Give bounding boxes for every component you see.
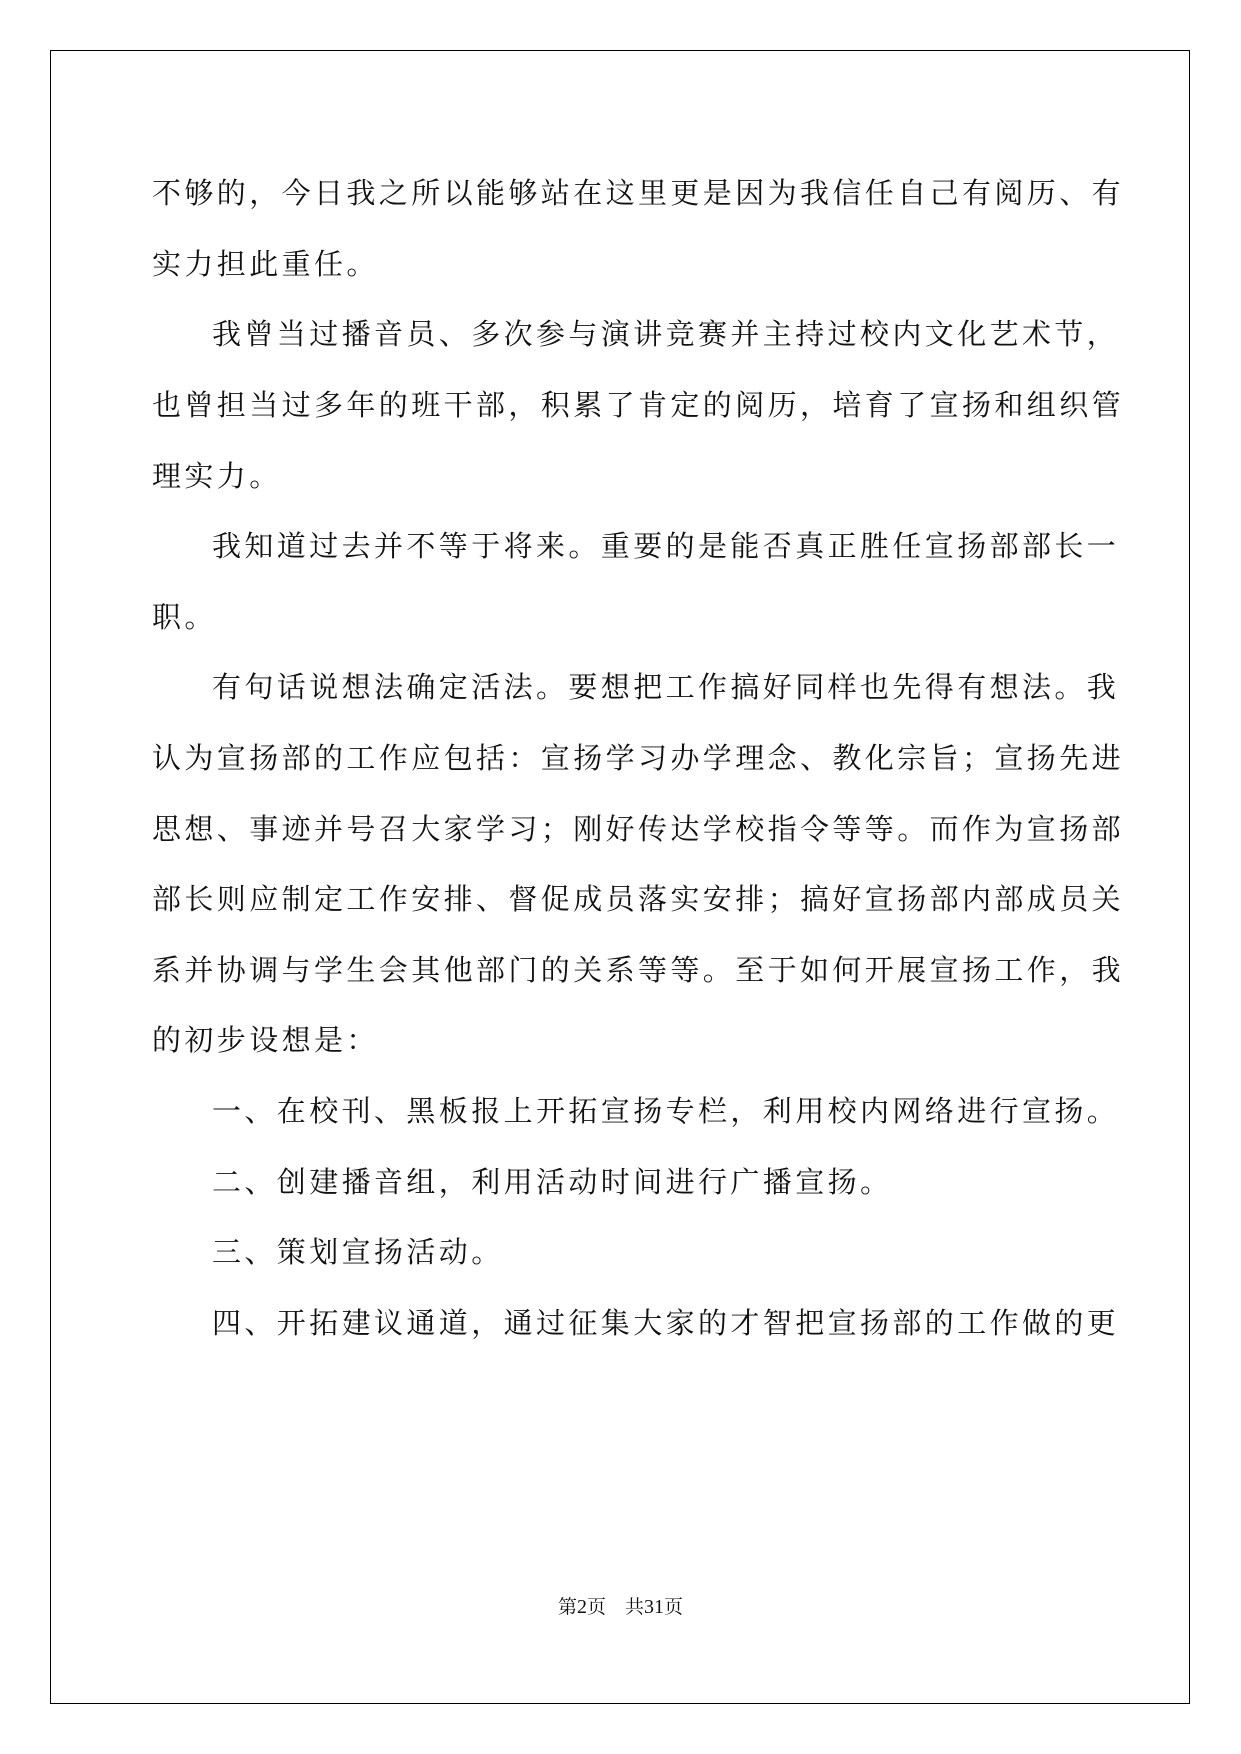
body-line: 也曾担当过多年的班干部，积累了肯定的阅历，培育了宣扬和组织管 [152, 388, 1125, 422]
body-line: 我曾当过播音员、多次参与演讲竞赛并主持过校内文化艺术节， [212, 317, 1120, 351]
body-line: 有句话说想法确定活法。要想把工作搞好同样也先得有想法。我 [212, 670, 1120, 704]
body-line: 认为宣扬部的工作应包括：宣扬学习办学理念、教化宗旨；宣扬先进 [152, 741, 1125, 775]
body-line: 的初步设想是： [152, 1023, 379, 1057]
body-line: 三、策划宣扬活动。 [212, 1235, 504, 1269]
body-line: 不够的，今日我之所以能够站在这里更是因为我信任自己有阅历、有 [152, 176, 1125, 210]
body-line: 一、在校刊、黑板报上开拓宣扬专栏，利用校内网络进行宣扬。 [212, 1094, 1120, 1128]
page-label: 第 [557, 1596, 577, 1618]
body-line: 理实力。 [152, 459, 282, 493]
body-line: 实力担此重任。 [152, 247, 379, 281]
body-line: 系并协调与学生会其他部门的关系等等。至于如何开展宣扬工作，我 [152, 953, 1125, 987]
page-border [50, 50, 1190, 1704]
body-line: 部长则应制定工作安排、督促成员落实安排；搞好宣扬部内部成员关 [152, 882, 1125, 916]
body-line: 四、开拓建议通道，通过征集大家的才智把宣扬部的工作做的更 [212, 1306, 1120, 1340]
page-total: 31 [644, 1596, 664, 1618]
page-label: 页 [664, 1596, 684, 1618]
body-line: 二、创建播音组，利用活动时间进行广播宣扬。 [212, 1165, 893, 1199]
body-line: 职。 [152, 600, 217, 634]
page-number: 2 [576, 1596, 587, 1618]
page-label: 页 共 [586, 1596, 644, 1618]
body-line: 我知道过去并不等于将来。重要的是能否真正胜任宣扬部部长一 [212, 529, 1120, 563]
page-footer [0, 1592, 1241, 1619]
body-line: 思想、事迹并号召大家学习；刚好传达学校指令等等。而作为宣扬部 [152, 812, 1125, 846]
